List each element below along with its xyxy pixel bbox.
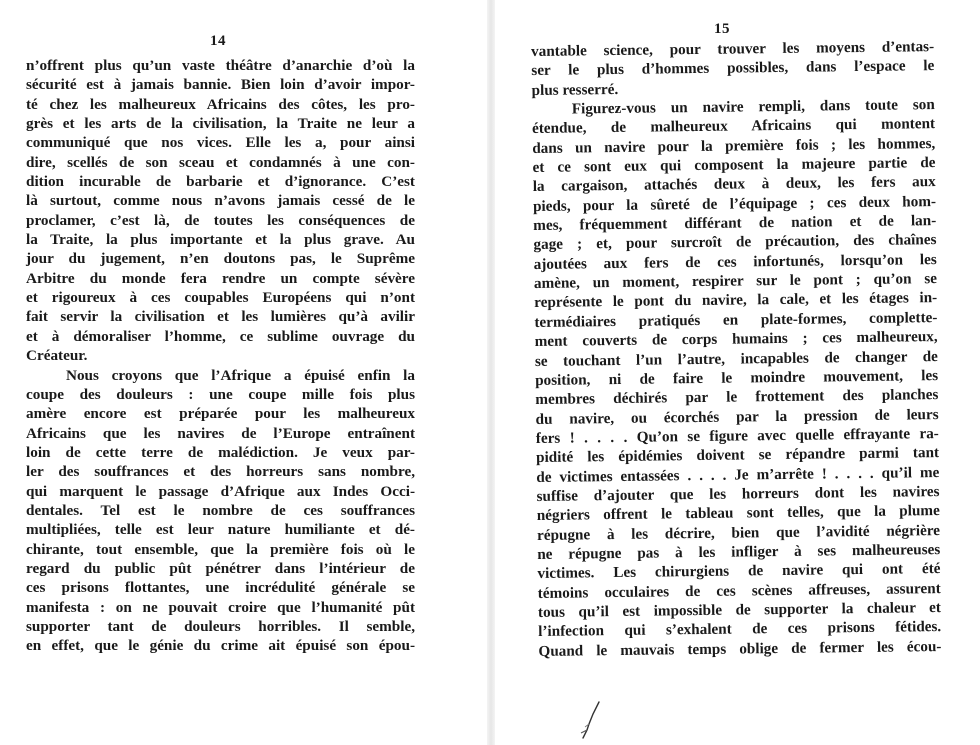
left-text-block (26, 56, 415, 656)
text-line: dentales. Tel est le nombre de ces souffrances (26, 501, 415, 519)
text-line: supporter tant de douleurs horribles. Il semble, (26, 617, 415, 635)
text-line: et ce sont eux qui composent la majeure partie de (532, 154, 936, 177)
text-line: du navire, ou écorchés par la pression de leurs (535, 405, 939, 428)
text-line: représente le pont du navire, la cale, et les étages in- (534, 289, 938, 312)
text-line: chirante, tout ensemble, que la première fois où le (26, 540, 415, 558)
text-line: dire, scellés de son sceau et condamnés à une con- (26, 153, 415, 171)
text-line: Figurez-vous un navire rempli, dans toute son (571, 96, 935, 118)
left-paragraph-2 (26, 366, 415, 656)
pencil-mark-icon (575, 700, 605, 742)
text-line: ler des souffrances et des horreurs sans nombre, (26, 463, 415, 481)
text-line: proclamer, c’est là, de toutes les conséquences de (26, 211, 415, 229)
text-line: manifesta : on ne pouvait croire que l’humanité pût (26, 598, 415, 616)
text-line: pieds, pour la sûreté de l’équipage ; ces deux hom- (532, 192, 937, 215)
text-line: fers ! . . . . Qu’on se figure avec quelle effrayante ra- (535, 424, 939, 447)
text-line: pidité les épidémies doivent se répandre parmi tant (535, 444, 940, 467)
right-paragraph-1 (531, 37, 935, 100)
text-line: regard du public pût pénétrer dans l’intérieur de (26, 559, 415, 577)
text-line: amère encore est préparée pour les malheureux (26, 405, 415, 423)
text-line: multipliées, telle est leur nature humiliante et dé- (26, 521, 415, 539)
text-line: qui marquent le passage d’Afrique aux Indes Occi- (26, 482, 415, 500)
left-page (0, 0, 487, 745)
text-line: tous qu’il est impossible de supporter la chaleur et (537, 599, 942, 621)
text-line: et à démoraliser l’homme, ce sublime ouvrage du (26, 327, 415, 345)
text-line: grès et les arts de la civilisation, la Traite ne leur a (26, 115, 415, 133)
text-line: ne répugne pas à les infliger à ses malheureuses (537, 540, 941, 563)
text-line: et rigoureux à ces coupables Européens qui n’ont (26, 289, 415, 307)
text-line: victimes. Les chirurgiens de navire qui ont été (537, 560, 941, 583)
text-line: fait servir la civilisation et les lumières qu’à avilir (26, 308, 415, 326)
text-line: dans un navire pour la première fois ; les hommes, (532, 134, 936, 157)
text-line: répugne à les décrire, bien que l’avidité négrière (536, 521, 941, 544)
text-line: l’infection qui s’exhalent de ces prisons fétides. (538, 618, 942, 641)
text-line: Quand le mauvais temps oblige de fermer les écou- (538, 637, 942, 660)
text-line: té chez les malheureux Africains des côtes, les pro- (26, 95, 415, 113)
page-number-right: 15 (714, 21, 730, 37)
text-line: communiqué que nos vices. Elle les a, pour ainsi (26, 134, 415, 152)
book-gutter (487, 0, 495, 745)
text-line: là surtout, comme nous n’avons jamais cessé de le (26, 192, 415, 210)
text-line: la Traite, la plus importante et la plus grave. Au (26, 231, 415, 249)
text-line: gage ; et, pour surcroît de précaution, des chaînes (533, 231, 937, 254)
text-line: Nous croyons que l’Afrique a épuisé enfin la (66, 366, 415, 384)
text-line: ces prisons flottantes, une incrédulité générale se (26, 579, 415, 597)
left-paragraph-1 (26, 56, 415, 366)
right-text-block (531, 37, 942, 661)
text-line: en effet, que le génie du crime ait épuisé son épou- (26, 637, 415, 655)
text-line: n’offrent plus qu’un vaste théâtre d’anarchie d’où la (26, 57, 415, 74)
text-line: se touchant l’un l’autre, incapables de changer de (534, 347, 938, 370)
text-line: étendue, de malheureux Africains qui montent (531, 115, 936, 138)
text-line: Arbitre du monde fera rendre un compte sévère (26, 269, 415, 287)
text-line: plus resserré. (531, 80, 619, 99)
text-line: ment couverts de corps humains ; ces malheureux, (534, 328, 938, 351)
text-line: coupe des douleurs : une coupe mille fois plus (26, 385, 415, 403)
text-line: négriers offrent le tableau sont telles, que la plume (536, 502, 940, 525)
text-line: jour du jugement, n’en doutons pas, le Suprême (26, 250, 415, 268)
text-line: la cargaison, attachés deux à deux, les fers aux (532, 173, 936, 196)
text-line: ser le plus d’hommes possibles, dans l’espace le (531, 57, 935, 80)
text-line: position, ni de faire le moindre mouvement, les (535, 366, 939, 389)
text-line: mes, fréquemment différant de nation et de lan- (533, 212, 937, 235)
text-line: vantable science, pour trouver les moyens d’entas- (531, 38, 935, 60)
text-line: termédiaires pratiqués en plate-formes, complette- (534, 308, 938, 331)
text-line: ajoutées aux fers de ces infortunés, lorsqu’on les (533, 250, 937, 273)
page-number-left: 14 (210, 33, 226, 49)
text-line: témoins occulaires de ces scènes affreuses, assurent (537, 579, 941, 602)
text-line: de victimes entassées . . . . Je m’arrête ! . . . . qu’il me (536, 463, 940, 486)
text-line: Créateur. (26, 347, 88, 365)
text-line: membres déchirés par le frottement des planches (535, 386, 939, 409)
right-paragraph-2 (532, 95, 942, 661)
text-line: dition incurable de barbarie et d’ignorance. C’est (26, 173, 415, 191)
text-line: loin de cette terre de malédiction. Je veux par- (26, 443, 415, 461)
text-line: Africains que les navires de l’Europe entraînent (26, 424, 415, 442)
right-page (495, 0, 980, 745)
text-line: suffise d’ajouter que les horreurs dont les navires (536, 482, 940, 505)
text-line: sécurité est à jamais bannie. Bien loin d’avoir impor- (26, 76, 415, 94)
text-line: amène, un moment, respirer sur le pont ; qu’on se (533, 270, 938, 293)
